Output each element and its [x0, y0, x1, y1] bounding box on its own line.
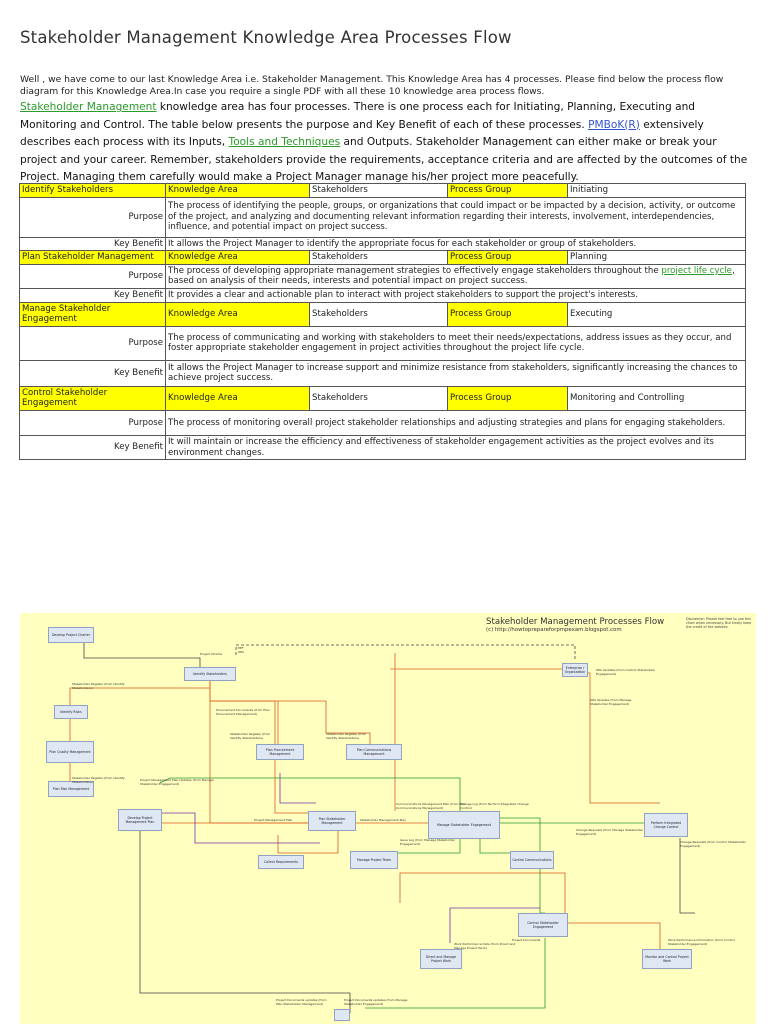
process-header-row	[20, 302, 746, 326]
paragraph-text-2: extensively describes each process with its Inputs,	[20, 118, 704, 148]
label-pmp-updates: Project Management Plan Updates (from Manage Stakeholder Engagement)	[140, 778, 214, 786]
knowledge-area-label: Knowledge Area	[166, 302, 310, 326]
process-table	[19, 183, 746, 460]
label-change-requests-2: Change Requests (from Control Stakeholder Engagement)	[680, 840, 746, 848]
benefit-row	[20, 288, 746, 302]
knowledge-area-value: Stakeholders	[310, 251, 448, 265]
process-group-label: Process Group	[448, 302, 568, 326]
box-develop-project-management-plan: Develop Project Management Plan	[118, 809, 162, 831]
process-name: Identify Stakeholders	[20, 184, 166, 198]
benefit-label: Key Benefit	[20, 360, 166, 386]
purpose-text-a: The process of developing appropriate management strategies to effectively engage stakeholders throughout the	[168, 265, 662, 276]
box-develop-project-charter: Develop Project Charter	[48, 627, 94, 643]
process-flow-diagram	[20, 613, 756, 1024]
label-stakeholder-register-4: Stakeholder Register (from Identify Stakeholders)	[72, 776, 125, 784]
purpose-label: Purpose	[20, 410, 166, 435]
label-work-performance-information: Work Performance Information (from Control Stakeholder Engagement)	[668, 938, 735, 946]
label-stakeholder-register-3: Stakeholder Register (from Identify Stakeholders)	[326, 732, 367, 740]
paragraph-text-3: and Outputs. Stakeholder Management can either make or break your project and your career. Remember, stakeholders provide the requirements, acceptance criteria and are affected by the outcomes of the Project. Managing them carefully would make a Project Manager manage his/her project more peacefully.	[20, 136, 748, 183]
benefit-text: It will maintain or increase the efficiency and effectiveness of stakeholder engagement activities as the project evolves and its environment changes.	[166, 435, 746, 459]
box-plan-quality-management: Plan Quality Management	[46, 741, 94, 763]
diagram-disclaimer: Disclaimer: Please feel free to use this chart when necessary. But kindly keep the credit of the website.	[686, 617, 752, 630]
process-header-row	[20, 386, 746, 410]
box-enterprise-organization: Enterprise / Organization	[562, 663, 588, 677]
purpose-text-b: , based on analysis of their needs, interests and potential impact on project success.	[168, 265, 735, 287]
label-procurement-documents: Procurement Documents (from Plan Procurement Management)	[216, 708, 270, 716]
label-issue-log: Issue Log (from Manage Stakeholder Engagement)	[400, 838, 455, 846]
label-project-documents: Project Documents	[512, 938, 541, 942]
knowledge-area-value: Stakeholders	[310, 386, 448, 410]
benefit-label: Key Benefit	[20, 288, 166, 302]
purpose-row	[20, 197, 746, 237]
process-group-value: Initiating	[568, 184, 746, 198]
label-opa-updates-2: OPA Updates (from Manage Stakeholder Engagement)	[590, 698, 632, 706]
purpose-text: The process of communicating and working with stakeholders to meet their needs/expectations, address issues as they occur, and foster appropriate stakeholder engagement in project activities throughout the project life cycle.	[166, 326, 746, 360]
knowledge-area-label: Knowledge Area	[166, 184, 310, 198]
box-control-communications: Control Communications	[510, 851, 554, 869]
label-change-log: Change Log (from Perform Integrated Change Control)	[460, 802, 529, 810]
box-collect-requirements: Collect Requirements	[258, 855, 304, 869]
diagram-subtitle: (c) http://howtoprepareforpmpexam.blogspot.com	[486, 627, 622, 633]
purpose-row	[20, 410, 746, 435]
box-perform-integrated-change-control: Perform Integrated Change Control	[644, 813, 688, 837]
label-stakeholder-register-2: Stakeholder Register (from Identify Stakeholders)	[230, 732, 271, 740]
purpose-row	[20, 326, 746, 360]
process-group-label: Process Group	[448, 251, 568, 265]
label-communications-management-plan: Communications Management Plan (from Plan Communications Management)	[396, 802, 466, 810]
benefit-row	[20, 435, 746, 459]
process-group-value: Monitoring and Controlling	[568, 386, 746, 410]
box-plan-risk-management: Plan Risk Management	[48, 781, 94, 797]
knowledge-area-value: Stakeholders	[310, 184, 448, 198]
process-header-row	[20, 251, 746, 265]
description-paragraph	[20, 99, 755, 187]
process-group-label: Process Group	[448, 184, 568, 198]
paragraph-text-1: knowledge area has four processes. There is one process each for Initiating, Planning, Executing and Monitoring and Control. The table below presents the purpose and Key Benefit of each of these processes.	[20, 101, 696, 131]
purpose-text	[166, 264, 746, 288]
benefit-row	[20, 360, 746, 386]
box-monitor-control-project-work: Monitor and Control Project Work	[642, 949, 692, 969]
box-identify-stakeholders: Identify Stakeholders	[184, 667, 236, 681]
intro-text: Well , we have come to our last Knowledge Area i.e. Stakeholder Management. This Knowledge Area has 4 processes. Please find below the process flow diagram for this Knowledge Area.In case you require a single PDF with all these 10 knowledge area process flows.	[20, 74, 724, 97]
box-control-stakeholder-engagement: Control Stakeholder Engagement	[518, 913, 568, 937]
purpose-label: Purpose	[20, 264, 166, 288]
box-plan-communications-management: Plan Communications Management	[346, 744, 402, 760]
process-group-value: Planning	[568, 251, 746, 265]
knowledge-area-label: Knowledge Area	[166, 386, 310, 410]
benefit-text: It allows the Project Manager to identify the appropriate focus for each stakeholder or group of stakeholders.	[166, 237, 746, 251]
process-name: Control Stakeholder Engagement	[20, 386, 166, 410]
label-project-charter: Project Charter	[200, 652, 223, 656]
benefit-text: It provides a clear and actionable plan to interact with project stakeholders to support the project's interests.	[166, 288, 746, 302]
purpose-row	[20, 264, 746, 288]
label-project-management-plan: Project Management Plan	[254, 818, 293, 822]
benefit-label: Key Benefit	[20, 237, 166, 251]
process-group-label: Process Group	[448, 386, 568, 410]
diagram-title: Stakeholder Management Processes Flow	[486, 617, 665, 627]
label-opa-updates-1: OPA Updates (from Control Stakeholder Engagement)	[596, 668, 656, 676]
process-name: Plan Stakeholder Management	[20, 251, 166, 265]
box-direct-manage-project-work: Direct and Manage Project Work	[420, 949, 462, 969]
purpose-text: The process of monitoring overall project stakeholder relationships and adjusting strategies and plans for engaging stakeholders.	[166, 410, 746, 435]
page-title: Stakeholder Management Knowledge Area Processes Flow	[20, 28, 512, 47]
knowledge-area-value: Stakeholders	[310, 302, 448, 326]
process-group-value: Executing	[568, 302, 746, 326]
knowledge-area-label: Knowledge Area	[166, 251, 310, 265]
label-project-documents-updates-2: Project Documents updates (from Manage Stakeholder Engagement)	[344, 998, 408, 1006]
process-name: Manage Stakeholder Engagement	[20, 302, 166, 326]
label-project-documents-updates-1: Project Documents updates (from Plan Stakeholder Management)	[276, 998, 327, 1006]
box-plan-stakeholder-management: Plan Stakeholder Management	[308, 811, 356, 831]
box-identify-risks: Identify Risks	[54, 705, 88, 719]
purpose-label: Purpose	[20, 326, 166, 360]
purpose-label: Purpose	[20, 197, 166, 237]
label-change-requests-1: Change Requests (from Manage Stakeholder Engagement)	[576, 828, 644, 836]
pmbok-link[interactable]: PMBoK(R)	[588, 118, 640, 131]
benefit-label: Key Benefit	[20, 435, 166, 459]
benefit-row	[20, 237, 746, 251]
box-plan-procurement-management: Plan Procurement Management	[256, 744, 304, 760]
project-life-cycle-link[interactable]: project life cycle	[661, 265, 732, 276]
box-manage-stakeholder-engagement: Manage Stakeholder Engagement	[428, 811, 500, 839]
box-manage-project-team: Manage Project Team	[350, 851, 398, 869]
stakeholder-management-link[interactable]: Stakeholder Management	[20, 101, 157, 113]
label-work-performance-data: Work Performance Data (from Direct and Manage Project Work)	[454, 942, 516, 950]
purpose-text: The process of identifying the people, groups, or organizations that could impact or be impacted by a decision, activity, or outcome of the project, and analyzing and documenting relevant information regarding their interests, involvement, interdependencies, influence, and potential impact on project success.	[166, 197, 746, 237]
process-header-row	[20, 184, 746, 198]
label-stakeholder-register-1: Stakeholder Register (from Identify Stakeholders)	[72, 682, 125, 690]
document-icon	[334, 1009, 350, 1021]
label-stakeholder-management-plan: Stakeholder Management Plan	[360, 818, 407, 822]
benefit-text: It allows the Project Manager to increase support and minimize resistance from stakeholders, significantly increasing the chances to achieve project success.	[166, 360, 746, 386]
label-eef-opa: EEF OPA	[238, 646, 245, 654]
tools-techniques-link[interactable]: Tools and Techniques	[228, 136, 341, 148]
